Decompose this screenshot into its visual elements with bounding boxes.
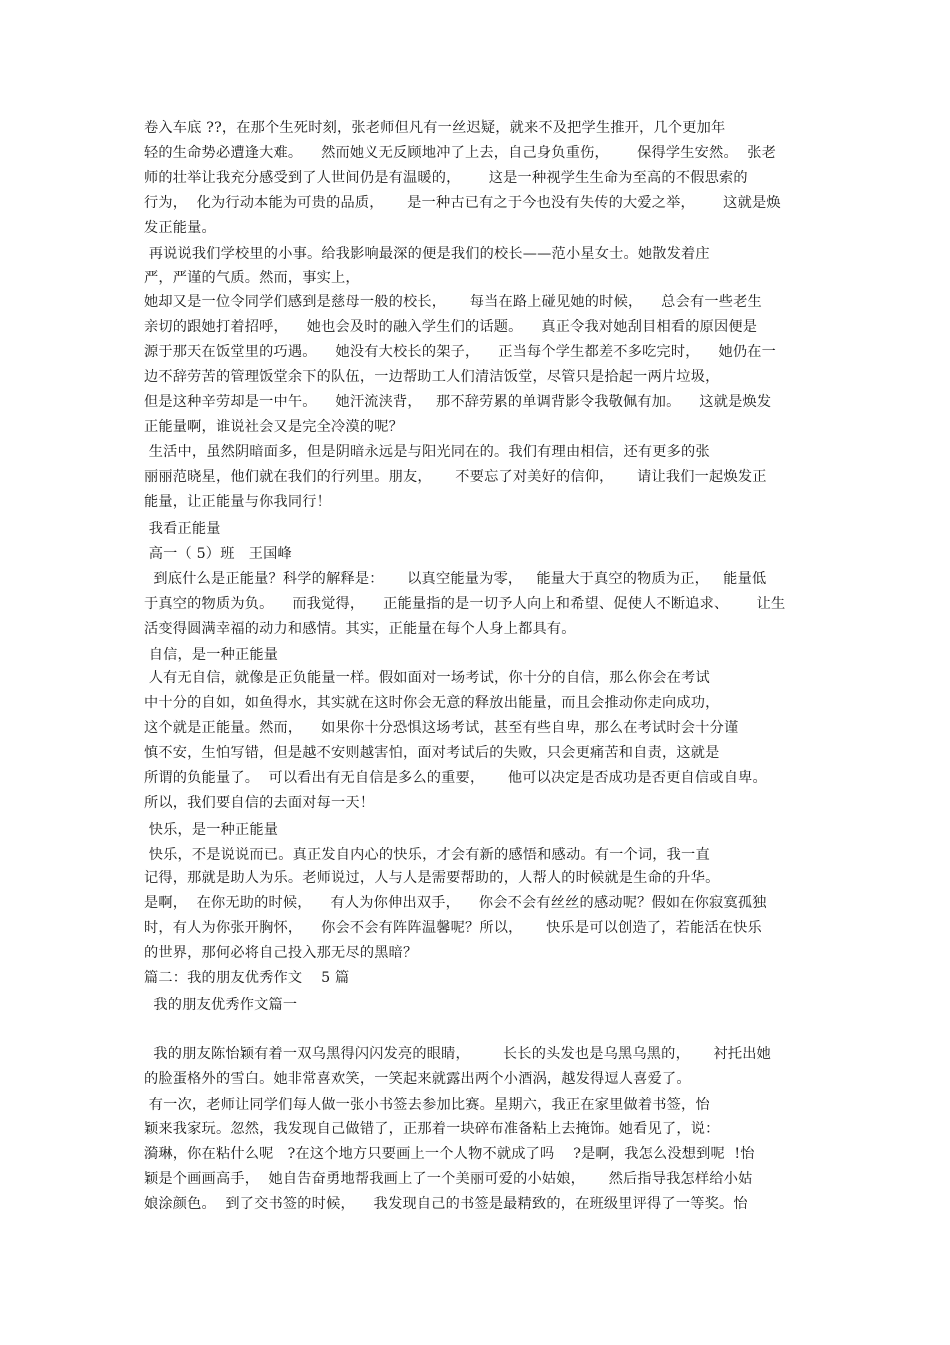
text-line: 她却又是一位令同学们感到是慈母一般的校长， 每当在路上碰见她的时候， 总会有一些老生	[144, 294, 762, 310]
text-line: 丽丽范晓星，他们就在我们的行列里。朋友， 不要忘了对美好的信仰， 请让我们一起焕发正	[144, 469, 767, 485]
text-line: 娘涂颜色。 到了交书签的时候， 我发现自己的书签是最精致的，在班级里评得了一等奖。怡	[144, 1196, 748, 1212]
text-line: 有一次，老师让同学们每人做一张小书签去参加比赛。星期六，我正在家里做着书签，怡	[144, 1097, 710, 1113]
essay-title: 我的朋友优秀作文篇一	[144, 997, 298, 1013]
text-line: 颖是个画画高手， 她自告奋勇地帮我画上了一个美丽可爱的小姑娘， 然后指导我怎样给小姑	[144, 1171, 753, 1187]
text-line: 的世界，那何必将自己投入那无尽的黑暗？	[144, 945, 418, 961]
text-line: 轻的生命势必遭逢大难。 然而她义无反顾地冲了上去，自己身负重伤， 保得学生安然。 张老	[144, 145, 777, 161]
author-line: 高一（ 5）班 王国峰	[144, 546, 292, 562]
text-line: 再说说我们学校里的小事。给我影响最深的便是我们的校长——范小星女士。她散发着庄	[144, 246, 710, 262]
text-line: 所谓的负能量了。 可以看出有无自信是多么的重要， 他可以决定是否成功是否更自信或自卑。	[144, 770, 767, 786]
text-line: 卷入车底 ??，在那个生死时刻，张老师但凡有一丝迟疑，就来不及把学生推开，几个更加年	[144, 120, 726, 136]
text-line: 师的壮举让我充分感受到了人世间仍是有温暖的， 这是一种视学生生命为至高的不假思索的	[144, 170, 748, 186]
text-line: 快乐，不是说说而已。真正发自内心的快乐，才会有新的感悟和感动。有一个词，我一直	[144, 847, 710, 863]
text-line: 漪琳，你在粘什么呢 ?在这个地方只要画上一个人物不就成了吗 ?是啊，我怎么没想到呢 !怡	[144, 1146, 755, 1162]
text-line: 活变得圆满幸福的动力和感情。其实，正能量在每个人身上都具有。	[144, 621, 576, 637]
text-line: 正能量啊，谁说社会又是完全冷漠的呢？	[144, 419, 403, 435]
text-line: 生活中，虽然阴暗面多，但是阴暗永远是与阳光同在的。我们有理由相信，还有更多的张	[144, 444, 710, 460]
text-line: 源于那天在饭堂里的巧遇。 她没有大校长的架子， 正当每个学生都差不多吃完时， 她仍在一	[144, 344, 777, 360]
text-line: 于真空的物质为负。 而我觉得， 正能量指的是一切予人向上和希望、促使人不断追求、 让生	[144, 596, 786, 612]
text-line: 发正能量。	[144, 220, 216, 236]
section-heading: 快乐，是一种正能量	[144, 822, 279, 838]
text-line: 到底什么是正能量？科学的解释是： 以真空能量为零， 能量大于真空的物质为正， 能量低	[144, 571, 767, 587]
text-line: 但是这种辛劳却是一中午。 她汗流浃背， 那不辞劳累的单调背影令我敬佩有加。 这就是焕发	[144, 394, 772, 410]
text-line: 这个就是正能量。然而， 如果你十分恐惧这场考试，甚至有些自卑，那么在考试时会十分谨	[144, 720, 739, 736]
text-line: 中十分的自如，如鱼得水，其实就在这时你会无意的释放出能量，而且会推动你走向成功，	[144, 695, 720, 711]
chapter-heading: 篇二：我的朋友优秀作文 5 篇	[144, 970, 350, 986]
text-line: 的脸蛋格外的雪白。她非常喜欢笑，一笑起来就露出两个小酒涡，越发得逗人喜爱了。	[144, 1071, 691, 1087]
text-line: 所以，我们要自信的去面对每一天！	[144, 795, 375, 811]
text-line: 亲切的跟她打着招呼， 她也会及时的融入学生们的话题。 真正令我对她刮目相看的原因便是	[144, 319, 758, 335]
text-line: 是啊， 在你无助的时候， 有人为你伸出双手， 你会不会有丝丝的感动呢？假如在你寂寞孤独	[144, 895, 767, 911]
text-line: 人有无自信，就像是正负能量一样。假如面对一场考试，你十分的自信，那么你会在考试	[144, 670, 710, 686]
text-line: 边不辞劳苦的管理饭堂余下的队伍，一边帮助工人们清洁饭堂，尽管只是拾起一两片垃圾，	[144, 369, 720, 385]
text-line: 记得，那就是助人为乐。老师说过，人与人是需要帮助的，人帮人的时候就是生命的升华。	[144, 870, 720, 886]
text-line: 严，严谨的气质。然而，事实上，	[144, 270, 360, 286]
text-line: 能量，让正能量与你我同行！	[144, 494, 332, 510]
text-line: 颖来我家玩。忽然，我发现自己做错了，正那着一块碎布准备粘上去掩饰。她看见了，说：	[144, 1121, 720, 1137]
text-line: 我的朋友陈怡颖有着一双乌黑得闪闪发亮的眼睛， 长长的头发也是乌黑乌黑的， 衬托出她	[144, 1046, 772, 1062]
text-line: 行为， 化为行动本能为可贵的品质， 是一种古已有之于今也没有失传的大爱之举， 这就是焕	[144, 195, 781, 211]
essay-title: 我看正能量	[144, 521, 221, 537]
text-line: 慎不安，生怕写错，但是越不安则越害怕，面对考试后的失败，只会更痛苦和自责，这就是	[144, 745, 720, 761]
section-heading: 自信，是一种正能量	[144, 647, 279, 663]
text-line: 时，有人为你张开胸怀， 你会不会有阵阵温馨呢？所以， 快乐是可以创造了，若能活在快乐	[144, 920, 762, 936]
